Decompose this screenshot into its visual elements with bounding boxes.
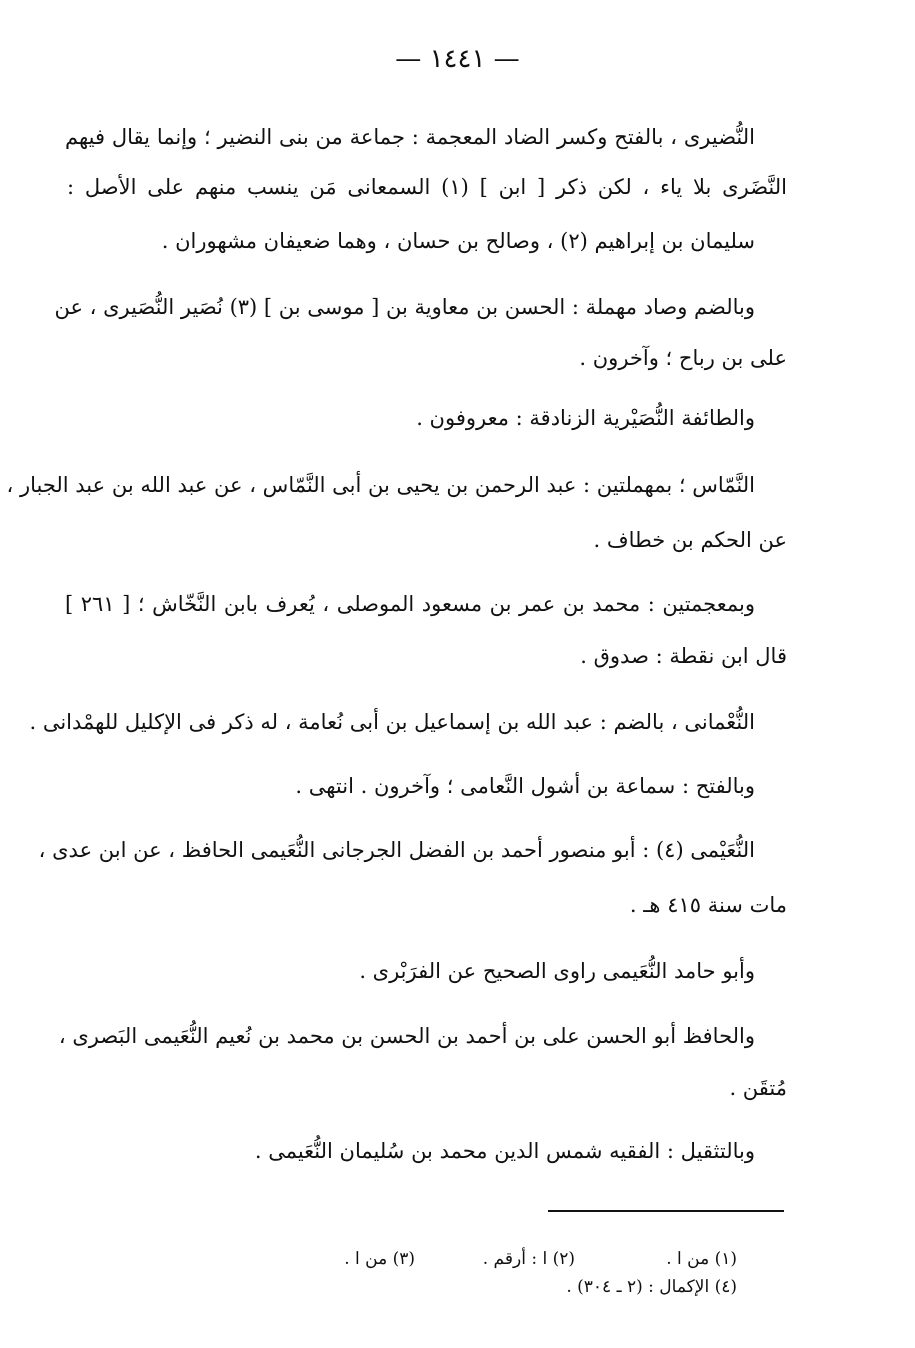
text-line: وبالفتح : سماعة بن أشول النَّعامى ؛ وآخرون . انتهى . — [295, 774, 755, 798]
text-line: قال ابن نقطة : صدوق . — [580, 644, 787, 668]
text-line: النُّعْمانى ، بالضم : عبد الله بن إسماعيل بن أبى نُعامة ، له ذكر فى الإكليل للهمْدانى . — [29, 710, 755, 734]
text-line: النَّمّاس ؛ بمهملتين : عبد الرحمن بن يحيى بن أبى النَّمّاس ، عن عبد الله بن عبد الجبار ، — [6, 473, 755, 497]
text-line: مُتقَن . — [729, 1076, 787, 1100]
text-line: وبالضم وصاد مهملة : الحسن بن معاوية بن [ موسى بن ] (٣) نُصَير النُّصَيرى ، عن — [54, 295, 755, 319]
text-line: والحافظ أبو الحسن على بن أحمد بن الحسن بن محمد بن نُعيم النُّعَيمى البَصرى ، — [58, 1024, 755, 1048]
footnote: (١) من ا . — [666, 1249, 737, 1269]
page-number: — ١٤٤١ — — [395, 44, 520, 74]
text-line: النَّضَرى بلا ياء ، لكن ذكر [ ابن ] (١) السمعانى مَن ينسب منهم على الأصل : — [67, 175, 787, 199]
text-line: وأبو حامد النُّعَيمى راوى الصحيح عن الفرَبْرى . — [359, 959, 755, 983]
text-line: وبالتثقيل : الفقيه شمس الدين محمد بن سُليمان النُّعَيمى . — [254, 1139, 755, 1163]
text-line: النُّعَيْمى (٤) : أبو منصور أحمد بن الفضل الجرجانى النُّعَيمى الحافظ ، عن ابن عدى ، — [38, 838, 755, 862]
footnote: (٢) ا : أرقم . — [482, 1249, 575, 1269]
text-line: والطائفة النُّصَيْرية الزنادقة : معروفون . — [416, 406, 755, 430]
text-line: وبمعجمتين : محمد بن عمر بن مسعود الموصلى ، يُعرف بابن النَّخّاش ؛ [ ٢٦١ ] — [65, 592, 755, 616]
text-line: على بن رباح ؛ وآخرون . — [579, 346, 787, 370]
text-line: مات سنة ٤١٥ هـ . — [629, 893, 787, 917]
footnote-separator — [548, 1210, 784, 1212]
text-line: سليمان بن إبراهيم (٢) ، وصالح بن حسان ، وهما ضعيفان مشهوران . — [161, 229, 755, 253]
footnote: (٣) من ا . — [344, 1249, 415, 1269]
footnote: (٤) الإكمال : (٢ ـ ٣٠٤) . — [566, 1277, 737, 1297]
text-line: عن الحكم بن خطاف . — [593, 528, 787, 552]
text-line: النُّضيرى ، بالفتح وكسر الضاد المعجمة : جماعة من بنى النضير ؛ وإنما يقال فيهم — [65, 125, 755, 149]
